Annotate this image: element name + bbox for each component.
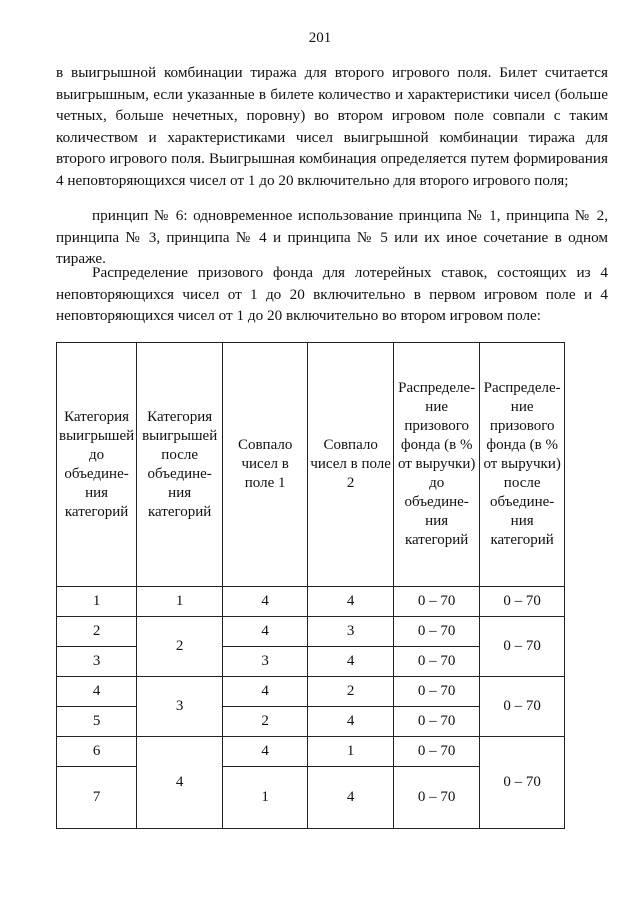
cell-field-1: 4 (223, 617, 308, 647)
header-category-after: Категория выигрышей после объедине-ния категорий (137, 343, 223, 587)
cell-distribution-before: 0 – 70 (394, 587, 480, 617)
header-matched-field-2: Совпало чисел в поле 2 (308, 343, 394, 587)
cell-distribution-after: 0 – 70 (480, 737, 565, 829)
cell-category-before: 1 (57, 587, 137, 617)
cell-distribution-before: 0 – 70 (394, 647, 480, 677)
cell-category-after: 2 (137, 617, 223, 677)
cell-field-2: 4 (308, 647, 394, 677)
cell-field-1: 2 (223, 707, 308, 737)
cell-field-1: 4 (223, 737, 308, 767)
header-matched-field-1: Совпало чисел в поле 1 (223, 343, 308, 587)
cell-field-2: 2 (308, 677, 394, 707)
cell-field-1: 1 (223, 767, 308, 829)
paragraph-1 (56, 62, 608, 191)
paragraph-2 (56, 205, 608, 270)
cell-field-1: 4 (223, 587, 308, 617)
table-row (57, 677, 565, 707)
cell-field-2: 4 (308, 767, 394, 829)
cell-field-1: 3 (223, 647, 308, 677)
cell-field-2: 4 (308, 707, 394, 737)
cell-category-before: 4 (57, 677, 137, 707)
cell-distribution-before: 0 – 70 (394, 707, 480, 737)
paragraph-text: принцип № 6: одновременное использование принципа № 1, принципа № 2, принципа № 3, принципа № 4 и принципа № 5 или их иное сочетание в одном тираже. (56, 207, 608, 267)
paragraph-text: Распределение призового фонда для лотерейных ставок, состоящих из 4 неповторяющихся чисел от 1 до 20 включительно в первом игровом поле и 4 неповторяющихся чисел от 1 до 20 включительно во втором игровом поле: (56, 264, 608, 324)
paragraph-3 (56, 262, 608, 327)
cell-category-before: 6 (57, 737, 137, 767)
cell-category-after: 1 (137, 587, 223, 617)
header-category-before: Категория выигрышей до объедине-ния категорий (57, 343, 137, 587)
cell-distribution-before: 0 – 70 (394, 617, 480, 647)
cell-distribution-before: 0 – 70 (394, 677, 480, 707)
cell-category-before: 5 (57, 707, 137, 737)
cell-category-before: 2 (57, 617, 137, 647)
cell-category-after: 4 (137, 737, 223, 829)
cell-distribution-after: 0 – 70 (480, 677, 565, 737)
table-row (57, 617, 565, 647)
cell-distribution-after: 0 – 70 (480, 617, 565, 677)
table-header-row (57, 343, 565, 587)
cell-distribution-after: 0 – 70 (480, 587, 565, 617)
table-row (57, 737, 565, 767)
header-distribution-after: Распределе-ние призового фонда (в % от выручки) после объедине-ния категорий (480, 343, 565, 587)
header-distribution-before: Распределе-ние призового фонда (в % от выручки) до объедине-ния категорий (394, 343, 480, 587)
cell-field-1: 4 (223, 677, 308, 707)
cell-category-before: 3 (57, 647, 137, 677)
cell-field-2: 4 (308, 587, 394, 617)
paragraph-text: в выигрышной комбинации тиража для второго игрового поля. Билет считается выигрышным, если указанные в билете количество и характеристики чисел (больше четных, больше нечетных, поровну) во втором игровом поле совпали с таким количеством и характеристиками чисел выигрышной комбинации тиража для второго игрового поля. Выигрышная комбинация определяется путем формирования 4 неповторяющихся чисел от 1 до 20 включительно для второго игрового поля; (56, 64, 608, 189)
cell-category-before: 7 (57, 767, 137, 829)
cell-field-2: 1 (308, 737, 394, 767)
cell-field-2: 3 (308, 617, 394, 647)
table-row (57, 587, 565, 617)
cell-distribution-before: 0 – 70 (394, 737, 480, 767)
cell-distribution-before: 0 – 70 (394, 767, 480, 829)
prize-distribution-table (56, 342, 565, 829)
page-number: 201 (308, 30, 332, 46)
cell-category-after: 3 (137, 677, 223, 737)
